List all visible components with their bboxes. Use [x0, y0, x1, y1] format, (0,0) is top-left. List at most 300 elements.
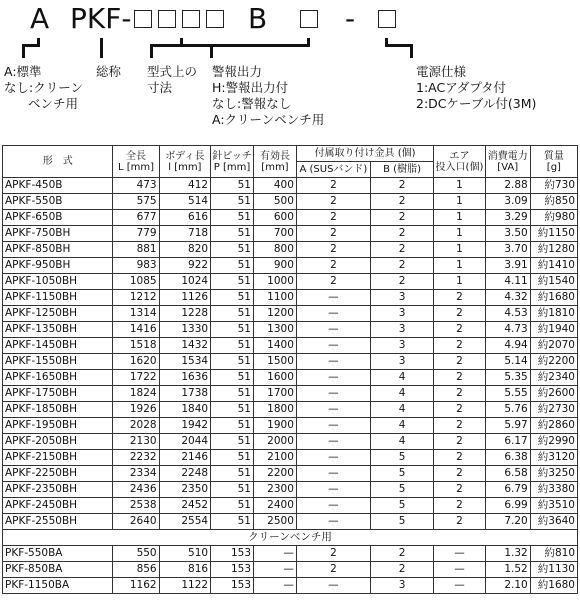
table-cell: 550: [113, 546, 159, 562]
table-cell: 約1680: [530, 578, 577, 594]
table-row: [3, 386, 578, 402]
header-fittings: 付属取り付け金具 (個): [296, 146, 433, 162]
table-cell: 1900: [254, 418, 297, 434]
table-cell: 6.99: [485, 498, 530, 514]
table-cell: 1212: [113, 290, 159, 306]
table-cell: —: [296, 466, 370, 482]
table-cell: 約3250: [530, 466, 577, 482]
table-cell: 約2600: [530, 386, 577, 402]
label-alarm-1: 警報出力: [212, 64, 263, 79]
table-cell: 51: [211, 466, 254, 482]
table-cell: 3.70: [485, 242, 530, 258]
table-cell: —: [296, 498, 370, 514]
code-box-6: [378, 10, 396, 28]
table-cell: 約2990: [530, 434, 577, 450]
table-cell: 1620: [113, 354, 159, 370]
table-cell: 1700: [254, 386, 297, 402]
table-cell: 3: [370, 578, 433, 594]
table-cell: 約3510: [530, 498, 577, 514]
table-cell: 1: [434, 242, 485, 258]
table-cell: APKF-950BH: [3, 258, 113, 274]
table-row: [3, 290, 578, 306]
table-cell: 4.94: [485, 338, 530, 354]
table-cell: 約1410: [530, 258, 577, 274]
table-cell: 700: [254, 226, 297, 242]
table-cell: 約850: [530, 194, 577, 210]
table-cell: APKF-1250BH: [3, 306, 113, 322]
table-cell: 2: [434, 466, 485, 482]
table-cell: 2000: [254, 434, 297, 450]
spec-table-header: [3, 146, 578, 178]
table-cell: 153: [211, 562, 254, 578]
table-cell: 2: [434, 370, 485, 386]
table-cell: 6.58: [485, 466, 530, 482]
table-cell: —: [296, 322, 370, 338]
table-cell: 2: [370, 178, 433, 194]
table-cell: 1300: [254, 322, 297, 338]
table-cell: —: [254, 562, 297, 578]
table-cell: 51: [211, 482, 254, 498]
header-fit-a: A (SUSバンド): [296, 162, 370, 178]
table-cell: APKF-2150BH: [3, 450, 113, 466]
table-cell: 2: [370, 210, 433, 226]
table-cell: 3.09: [485, 194, 530, 210]
table-cell: 1840: [159, 402, 210, 418]
table-cell: APKF-1350BH: [3, 322, 113, 338]
table-row: [3, 210, 578, 226]
table-cell: 51: [211, 178, 254, 194]
table-cell: 51: [211, 322, 254, 338]
table-cell: 1.32: [485, 546, 530, 562]
table-cell: 2: [370, 226, 433, 242]
table-cell: 677: [113, 210, 159, 226]
table-cell: 3.29: [485, 210, 530, 226]
table-row: [3, 274, 578, 290]
table-cell: 約1810: [530, 306, 577, 322]
table-cell: 1162: [113, 578, 159, 594]
table-cell: 約1540: [530, 274, 577, 290]
table-cell: —: [296, 482, 370, 498]
table-cell: 2334: [113, 466, 159, 482]
table-cell: 1.52: [485, 562, 530, 578]
table-cell: 51: [211, 338, 254, 354]
table-cell: 3: [370, 322, 433, 338]
header-pitch: 針ピッチ P [mm]: [211, 146, 254, 178]
table-cell: 約2340: [530, 370, 577, 386]
table-cell: 2350: [159, 482, 210, 498]
table-cell: APKF-1950BH: [3, 418, 113, 434]
table-cell: APKF-1050BH: [3, 274, 113, 290]
label-power-2: 1:ACアダプタ付: [416, 80, 506, 95]
table-cell: APKF-1150BH: [3, 290, 113, 306]
table-cell: 2: [434, 514, 485, 530]
table-cell: APKF-750BH: [3, 226, 113, 242]
table-cell: APKF-2050BH: [3, 434, 113, 450]
table-cell: 2028: [113, 418, 159, 434]
table-cell: 5.76: [485, 402, 530, 418]
table-cell: 4.53: [485, 306, 530, 322]
table-cell: 1100: [254, 290, 297, 306]
table-cell: —: [434, 546, 485, 562]
table-cell: 約810: [530, 546, 577, 562]
table-row: [3, 258, 578, 274]
table-cell: 412: [159, 178, 210, 194]
table-cell: 2.10: [485, 578, 530, 594]
label-power-1: 電源仕様: [416, 64, 467, 79]
table-row: [3, 242, 578, 258]
table-cell: 510: [159, 546, 210, 562]
table-cell: 983: [113, 258, 159, 274]
table-cell: 2: [434, 386, 485, 402]
code-prefix: A: [30, 2, 50, 35]
table-cell: 1: [434, 274, 485, 290]
table-row: [3, 450, 578, 466]
label-alarm-3: なし:警報なし: [212, 96, 292, 111]
table-cell: 1600: [254, 370, 297, 386]
table-cell: 2: [434, 338, 485, 354]
table-cell: 1085: [113, 274, 159, 290]
table-cell: 51: [211, 386, 254, 402]
table-cell: 1000: [254, 274, 297, 290]
table-row: [3, 546, 578, 562]
table-cell: 153: [211, 546, 254, 562]
table-cell: 2: [296, 242, 370, 258]
model-code: [0, 0, 580, 40]
table-cell: 6.38: [485, 450, 530, 466]
table-cell: 約1150: [530, 226, 577, 242]
table-cell: APKF-850BH: [3, 242, 113, 258]
table-cell: 6.17: [485, 434, 530, 450]
table-cell: 2: [370, 194, 433, 210]
table-cell: —: [296, 434, 370, 450]
table-cell: 1942: [159, 418, 210, 434]
table-cell: 51: [211, 402, 254, 418]
table-row: [3, 562, 578, 578]
table-cell: —: [434, 578, 485, 594]
table-cell: 約3640: [530, 514, 577, 530]
table-cell: 2: [434, 450, 485, 466]
table-cell: 5.55: [485, 386, 530, 402]
table-cell: 1: [434, 194, 485, 210]
table-cell: 820: [159, 242, 210, 258]
table-cell: 2: [296, 194, 370, 210]
spec-rows-cleanbench: [3, 546, 578, 594]
table-cell: 1500: [254, 354, 297, 370]
table-cell: 856: [113, 562, 159, 578]
table-cell: 2: [434, 402, 485, 418]
table-row: [3, 178, 578, 194]
table-cell: APKF-2350BH: [3, 482, 113, 498]
table-cell: 4.32: [485, 290, 530, 306]
label-a-2: なし:クリーン: [4, 80, 83, 95]
table-cell: 2146: [159, 450, 210, 466]
table-cell: 3: [370, 354, 433, 370]
header-fit-b: B (樹脂): [370, 162, 433, 178]
code-series: PKF-: [70, 2, 132, 35]
table-row: [3, 514, 578, 530]
table-cell: 2554: [159, 514, 210, 530]
table-cell: 51: [211, 290, 254, 306]
table-cell: 2: [296, 258, 370, 274]
code-box-5: [300, 10, 318, 28]
table-cell: 2: [370, 242, 433, 258]
table-cell: 1636: [159, 370, 210, 386]
table-cell: APKF-1650BH: [3, 370, 113, 386]
table-cell: 1926: [113, 402, 159, 418]
table-cell: 514: [159, 194, 210, 210]
table-row: [3, 434, 578, 450]
table-cell: 1126: [159, 290, 210, 306]
table-cell: 2: [296, 210, 370, 226]
table-cell: 2130: [113, 434, 159, 450]
table-cell: —: [296, 402, 370, 418]
table-cell: 51: [211, 354, 254, 370]
table-cell: 4: [370, 434, 433, 450]
table-cell: 5.35: [485, 370, 530, 386]
table-row: [3, 194, 578, 210]
table-cell: 2: [296, 226, 370, 242]
table-cell: 2: [296, 562, 370, 578]
table-cell: 4.11: [485, 274, 530, 290]
label-a-1: A:標準: [4, 64, 42, 79]
table-cell: 2: [434, 498, 485, 514]
table-cell: 718: [159, 226, 210, 242]
table-cell: 5.14: [485, 354, 530, 370]
table-cell: 2500: [254, 514, 297, 530]
header-power: 消費電力 [VA]: [485, 146, 530, 178]
table-cell: 2100: [254, 450, 297, 466]
table-cell: 3: [370, 338, 433, 354]
table-cell: 1416: [113, 322, 159, 338]
table-cell: 1800: [254, 402, 297, 418]
table-row: [3, 498, 578, 514]
code-box-1: [134, 10, 152, 28]
table-cell: 5: [370, 514, 433, 530]
table-cell: 51: [211, 434, 254, 450]
table-cell: 5: [370, 482, 433, 498]
table-cell: 1: [434, 178, 485, 194]
table-cell: 5: [370, 450, 433, 466]
table-cell: —: [296, 418, 370, 434]
table-cell: 51: [211, 514, 254, 530]
table-cell: 2: [434, 322, 485, 338]
section-label: クリーンベンチ用: [3, 530, 578, 546]
table-cell: 1738: [159, 386, 210, 402]
table-cell: 2: [434, 290, 485, 306]
label-a-3: ベンチ用: [28, 96, 79, 111]
table-cell: —: [296, 306, 370, 322]
table-cell: 881: [113, 242, 159, 258]
code-box-4: [206, 10, 224, 28]
table-cell: —: [254, 578, 297, 594]
table-cell: 2: [434, 354, 485, 370]
code-box-2: [158, 10, 176, 28]
table-cell: APKF-2550BH: [3, 514, 113, 530]
table-row: [3, 466, 578, 482]
table-cell: 約2200: [530, 354, 577, 370]
code-box-3: [182, 10, 200, 28]
table-cell: 1432: [159, 338, 210, 354]
table-cell: 51: [211, 210, 254, 226]
table-cell: —: [434, 562, 485, 578]
table-cell: 51: [211, 258, 254, 274]
table-cell: 51: [211, 370, 254, 386]
table-cell: 51: [211, 274, 254, 290]
table-cell: APKF-450B: [3, 178, 113, 194]
header-body: ボディ長 l [mm]: [159, 146, 210, 178]
table-cell: 7.20: [485, 514, 530, 530]
code-dash: -: [345, 2, 356, 35]
table-row: [3, 418, 578, 434]
table-cell: 2: [370, 562, 433, 578]
table-row: [3, 370, 578, 386]
table-cell: 1228: [159, 306, 210, 322]
table-cell: 1200: [254, 306, 297, 322]
table-cell: 2400: [254, 498, 297, 514]
label-dims-2: 寸法: [147, 80, 173, 95]
table-cell: 2: [370, 546, 433, 562]
table-cell: 4: [370, 370, 433, 386]
table-cell: 2232: [113, 450, 159, 466]
table-cell: —: [296, 578, 370, 594]
table-cell: 2: [434, 434, 485, 450]
table-row: [3, 402, 578, 418]
table-cell: 51: [211, 242, 254, 258]
table-cell: 51: [211, 498, 254, 514]
table-cell: 1824: [113, 386, 159, 402]
table-row: [3, 226, 578, 242]
table-cell: 2.88: [485, 178, 530, 194]
table-cell: 3.91: [485, 258, 530, 274]
spec-rows-standard: [3, 178, 578, 530]
table-cell: —: [296, 290, 370, 306]
table-cell: 約1280: [530, 242, 577, 258]
table-cell: 51: [211, 418, 254, 434]
table-cell: 500: [254, 194, 297, 210]
table-cell: 1: [434, 258, 485, 274]
table-cell: 4: [370, 386, 433, 402]
table-cell: APKF-1850BH: [3, 402, 113, 418]
header-mass: 質量 [g]: [530, 146, 577, 178]
table-cell: 3: [370, 290, 433, 306]
table-cell: APKF-650B: [3, 210, 113, 226]
table-cell: 1518: [113, 338, 159, 354]
table-cell: 4: [370, 402, 433, 418]
table-cell: 4.73: [485, 322, 530, 338]
table-cell: 約2860: [530, 418, 577, 434]
table-cell: 473: [113, 178, 159, 194]
table-cell: 51: [211, 306, 254, 322]
table-cell: 5: [370, 466, 433, 482]
table-cell: 約1130: [530, 562, 577, 578]
table-row: [3, 354, 578, 370]
table-cell: —: [296, 370, 370, 386]
table-cell: 2640: [113, 514, 159, 530]
table-cell: 616: [159, 210, 210, 226]
table-cell: 約1940: [530, 322, 577, 338]
table-cell: 1024: [159, 274, 210, 290]
table-cell: 2300: [254, 482, 297, 498]
table-cell: 400: [254, 178, 297, 194]
table-cell: 1534: [159, 354, 210, 370]
table-cell: 約2730: [530, 402, 577, 418]
table-cell: APKF-2450BH: [3, 498, 113, 514]
table-cell: APKF-550B: [3, 194, 113, 210]
table-cell: PKF-550BA: [3, 546, 113, 562]
table-row: [3, 482, 578, 498]
table-cell: APKF-1750BH: [3, 386, 113, 402]
table-cell: 2538: [113, 498, 159, 514]
table-cell: 約980: [530, 210, 577, 226]
table-cell: 1400: [254, 338, 297, 354]
table-cell: —: [296, 386, 370, 402]
table-cell: 800: [254, 242, 297, 258]
table-cell: 2: [296, 546, 370, 562]
table-cell: 51: [211, 194, 254, 210]
table-cell: —: [296, 338, 370, 354]
table-cell: 約1680: [530, 290, 577, 306]
table-cell: 153: [211, 578, 254, 594]
table-cell: 5: [370, 498, 433, 514]
label-series: 総称: [96, 64, 122, 79]
table-cell: 779: [113, 226, 159, 242]
label-dims-1: 型式上の: [147, 64, 198, 79]
table-cell: 約3380: [530, 482, 577, 498]
table-cell: APKF-1450BH: [3, 338, 113, 354]
table-cell: 4: [370, 418, 433, 434]
header-model: 形 式: [3, 146, 113, 178]
table-cell: 1: [434, 210, 485, 226]
table-cell: 816: [159, 562, 210, 578]
table-cell: 922: [159, 258, 210, 274]
table-cell: —: [254, 546, 297, 562]
table-cell: 2: [296, 178, 370, 194]
table-cell: 575: [113, 194, 159, 210]
spec-section: [3, 530, 578, 546]
label-alarm-2: H:警報出力付: [212, 80, 289, 95]
table-cell: 2: [434, 306, 485, 322]
table-cell: 5.97: [485, 418, 530, 434]
header-air: エア 投入口(個): [434, 146, 485, 178]
table-cell: 2044: [159, 434, 210, 450]
table-cell: 1314: [113, 306, 159, 322]
table-cell: 600: [254, 210, 297, 226]
header-length: 全長 L [mm]: [113, 146, 159, 178]
label-power-3: 2:DCケーブル付(3M): [416, 96, 537, 111]
table-cell: 2200: [254, 466, 297, 482]
table-cell: 2: [434, 482, 485, 498]
table-cell: 2452: [159, 498, 210, 514]
table-row: [3, 306, 578, 322]
table-cell: 51: [211, 226, 254, 242]
table-cell: —: [296, 354, 370, 370]
label-alarm-4: A:クリーンベンチ用: [212, 112, 325, 127]
table-cell: 約3120: [530, 450, 577, 466]
table-cell: 2: [296, 274, 370, 290]
table-cell: 900: [254, 258, 297, 274]
table-cell: 2: [370, 274, 433, 290]
code-suffix: B: [248, 2, 268, 35]
table-cell: APKF-2250BH: [3, 466, 113, 482]
table-cell: 1122: [159, 578, 210, 594]
table-row: [3, 578, 578, 594]
table-cell: 1330: [159, 322, 210, 338]
table-cell: 2248: [159, 466, 210, 482]
table-cell: —: [296, 514, 370, 530]
header-effective: 有効長 [mm]: [254, 146, 297, 178]
table-cell: 1722: [113, 370, 159, 386]
table-cell: 2: [370, 258, 433, 274]
